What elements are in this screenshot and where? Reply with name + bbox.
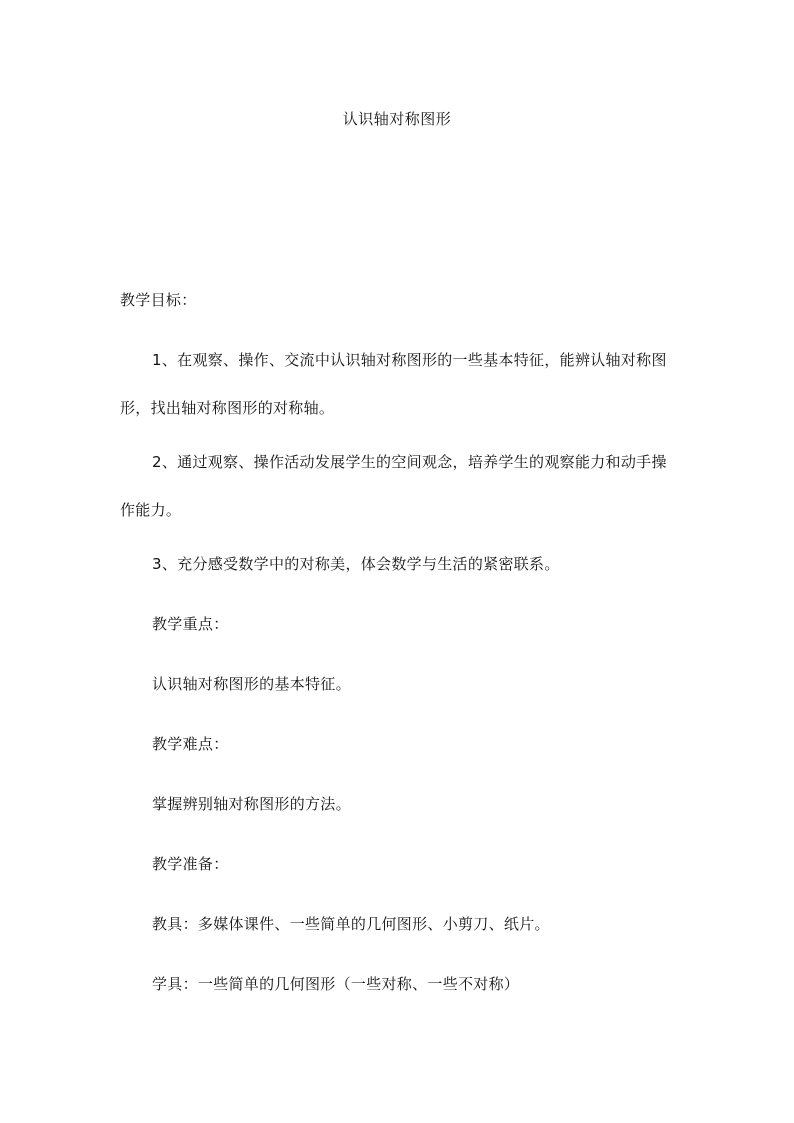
goal-item-2: 2、通过观察、操作活动发展学生的空间观念，培养学生的观察能力和动手操作能力。 bbox=[120, 453, 667, 519]
difficulty-text: 掌握辨别轴对称图形的方法。 bbox=[152, 795, 351, 813]
goals-heading: 教学目标： bbox=[120, 291, 197, 309]
goal-item-1: 1、在观察、操作、交流中认识轴对称图形的一些基本特征，能辨认轴对称图形，找出轴对称图形的对称轴。 bbox=[120, 351, 667, 417]
preparation-heading: 教学准备： bbox=[152, 855, 229, 873]
document-title: 认识轴对称图形 bbox=[342, 110, 452, 128]
teacher-tools-text: 教具：多媒体课件、一些简单的几何图形、小剪刀、纸片。 bbox=[152, 915, 550, 933]
difficulty-heading: 教学难点： bbox=[152, 735, 229, 753]
student-tools-text: 学具：一些简单的几何图形（一些对称、一些不对称） bbox=[152, 975, 520, 993]
key-points-text: 认识轴对称图形的基本特征。 bbox=[152, 675, 351, 693]
goal-item-3: 3、充分感受数学中的对称美，体会数学与生活的紧密联系。 bbox=[152, 555, 560, 573]
key-points-heading: 教学重点： bbox=[152, 615, 229, 633]
